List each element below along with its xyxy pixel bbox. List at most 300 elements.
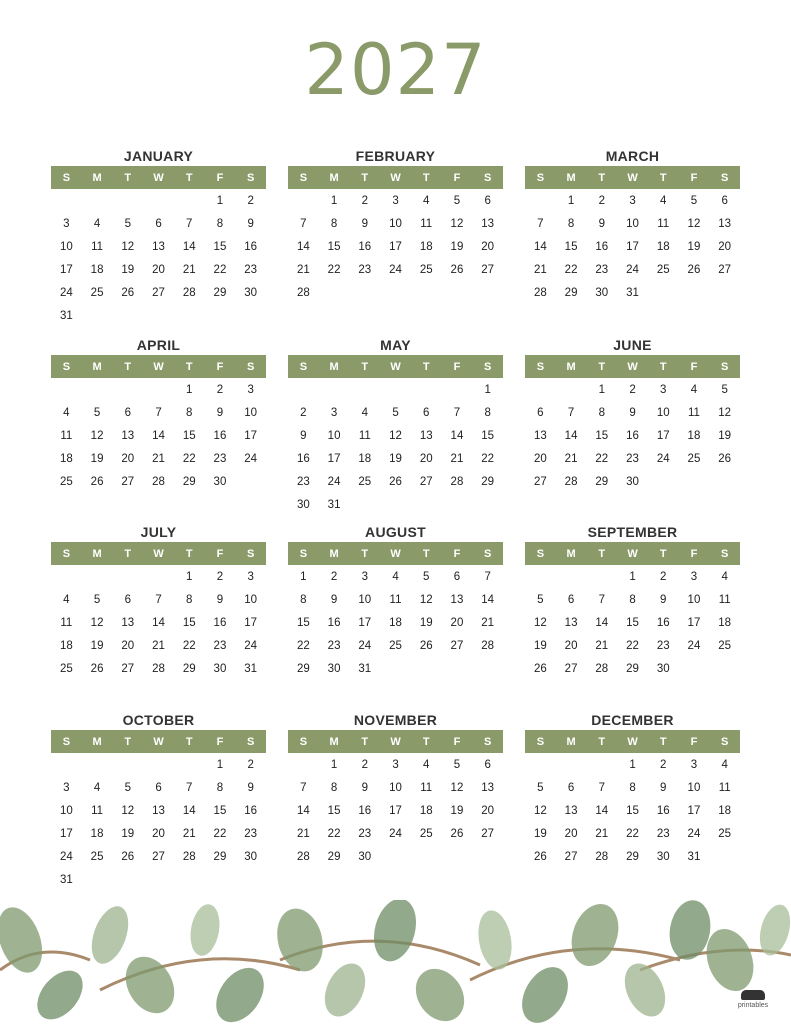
- day-cell: 17: [327, 452, 341, 465]
- weekday-header: [525, 166, 740, 189]
- day-cell: 29: [564, 286, 578, 299]
- day-cell: 4: [63, 593, 70, 606]
- week-row: [288, 281, 503, 304]
- day-cell: 3: [629, 194, 636, 207]
- week-row: [525, 281, 740, 304]
- day-cell: 8: [567, 217, 575, 230]
- day-cell: 13: [564, 804, 578, 817]
- day-cell: 26: [90, 475, 104, 488]
- day-cell: 4: [721, 758, 728, 771]
- day-cell: 15: [213, 804, 227, 817]
- day-cell: 25: [59, 662, 73, 675]
- day-cell: 17: [59, 263, 73, 276]
- weekday-label: S: [247, 360, 255, 373]
- day-cell: 23: [358, 263, 372, 276]
- week-row: [288, 258, 503, 281]
- day-cell: 7: [453, 406, 461, 419]
- day-cell: 25: [687, 452, 701, 465]
- day-cell: 2: [247, 758, 254, 771]
- day-cell: 14: [450, 429, 464, 442]
- day-cell: 11: [718, 781, 731, 794]
- day-cell: 18: [687, 429, 701, 442]
- day-cell: 8: [216, 781, 224, 794]
- brand-logo: [728, 990, 778, 1009]
- day-cell: 28: [595, 850, 609, 863]
- weekday-header: [288, 730, 503, 753]
- day-cell: 18: [90, 263, 104, 276]
- weekday-label: S: [62, 171, 71, 184]
- day-cell: 10: [244, 593, 258, 606]
- day-cell: 20: [533, 452, 547, 465]
- day-cell: 15: [626, 616, 639, 629]
- weekday-label: W: [153, 735, 164, 748]
- weekday-label: W: [390, 735, 401, 748]
- day-cell: 19: [90, 639, 104, 652]
- day-cell: 24: [59, 286, 73, 299]
- day-cell: 27: [718, 263, 732, 276]
- day-cell: 23: [213, 639, 227, 652]
- day-cell: 1: [300, 570, 307, 583]
- weekday-label: M: [329, 735, 339, 748]
- day-cell: 21: [595, 827, 609, 840]
- day-cell: 16: [358, 240, 372, 253]
- week-row: [288, 378, 503, 401]
- day-cell: 29: [213, 850, 227, 863]
- day-cell: 7: [186, 781, 193, 794]
- weekday-label: T: [361, 171, 369, 184]
- week-row: [525, 565, 740, 588]
- month-august: [288, 522, 503, 680]
- day-cell: 9: [361, 217, 368, 230]
- weekday-label: S: [484, 547, 492, 560]
- day-cell: 29: [213, 286, 227, 299]
- week-row: [51, 753, 266, 776]
- day-cell: 22: [327, 827, 341, 840]
- day-cell: 25: [419, 827, 433, 840]
- week-row: [288, 822, 503, 845]
- day-cell: 4: [392, 570, 399, 583]
- day-cell: 20: [718, 240, 732, 253]
- day-cell: 9: [300, 429, 307, 442]
- day-cell: 2: [216, 383, 224, 396]
- weekday-label: T: [422, 360, 430, 373]
- day-cell: 1: [484, 383, 491, 396]
- day-cell: 24: [327, 475, 341, 488]
- week-row: [288, 776, 503, 799]
- day-cell: 13: [152, 240, 165, 253]
- week-row: [51, 657, 266, 680]
- day-cell: 21: [182, 263, 196, 276]
- weekday-header: [288, 355, 503, 378]
- day-cell: 7: [300, 781, 307, 794]
- month-april: [51, 335, 266, 493]
- day-cell: 14: [296, 804, 310, 817]
- day-cell: 23: [595, 263, 609, 276]
- week-row: [51, 611, 266, 634]
- day-cell: 1: [186, 383, 193, 396]
- weekday-label: T: [124, 547, 132, 560]
- week-row: [288, 753, 503, 776]
- day-cell: 21: [564, 452, 578, 465]
- day-cell: 1: [629, 758, 636, 771]
- day-cell: 31: [626, 286, 639, 299]
- day-cell: 3: [330, 406, 338, 419]
- day-cell: 8: [186, 593, 193, 606]
- day-cell: 28: [595, 662, 609, 675]
- weekday-label: W: [627, 547, 638, 560]
- weekday-header: [51, 730, 266, 753]
- weekday-label: T: [598, 735, 606, 748]
- day-cell: 8: [629, 781, 636, 794]
- day-cell: 7: [598, 593, 605, 606]
- day-cell: 11: [420, 217, 433, 230]
- day-cell: 19: [533, 827, 547, 840]
- week-row: [51, 235, 266, 258]
- day-cell: 12: [450, 217, 464, 230]
- day-cell: 18: [419, 804, 433, 817]
- day-cell: 4: [361, 406, 368, 419]
- weekday-label: T: [659, 735, 667, 748]
- day-cell: 23: [244, 827, 258, 840]
- day-cell: 9: [330, 593, 338, 606]
- day-cell: 2: [361, 194, 368, 207]
- week-row: [51, 304, 266, 327]
- day-cell: 15: [327, 804, 341, 817]
- day-cell: 13: [121, 616, 135, 629]
- day-cell: 14: [595, 616, 609, 629]
- day-cell: 13: [481, 217, 495, 230]
- day-cell: 6: [155, 781, 162, 794]
- day-cell: 14: [481, 593, 495, 606]
- weekday-label: T: [422, 171, 430, 184]
- day-cell: 26: [533, 662, 547, 675]
- day-cell: 30: [595, 286, 609, 299]
- day-cell: 31: [358, 662, 372, 675]
- day-cell: 18: [59, 639, 73, 652]
- day-cell: 22: [626, 827, 639, 840]
- day-cell: 27: [533, 475, 547, 488]
- day-cell: 16: [244, 804, 258, 817]
- week-row: [288, 634, 503, 657]
- weekday-label: S: [484, 171, 492, 184]
- week-row: [51, 799, 266, 822]
- day-cell: 17: [389, 804, 402, 817]
- weekday-label: S: [484, 360, 492, 373]
- week-row: [51, 588, 266, 611]
- day-cell: 8: [330, 781, 338, 794]
- weekday-label: M: [566, 547, 576, 560]
- day-cell: 21: [481, 616, 495, 629]
- day-cell: 5: [453, 194, 461, 207]
- day-cell: 4: [93, 781, 101, 794]
- week-row: [51, 447, 266, 470]
- day-cell: 19: [419, 616, 433, 629]
- day-cell: 17: [656, 429, 670, 442]
- day-cell: 10: [626, 217, 639, 230]
- month-title: JULY: [140, 524, 177, 540]
- day-cell: 12: [718, 406, 732, 419]
- weekday-label: F: [453, 171, 461, 184]
- day-cell: 17: [244, 429, 258, 442]
- day-cell: 13: [564, 616, 578, 629]
- week-row: [525, 588, 740, 611]
- day-cell: 15: [296, 616, 310, 629]
- weekday-label: W: [153, 171, 164, 184]
- week-row: [51, 378, 266, 401]
- day-cell: 21: [595, 639, 609, 652]
- weekday-label: T: [185, 735, 193, 748]
- week-row: [288, 611, 503, 634]
- day-cell: 9: [660, 593, 667, 606]
- weekday-label: F: [690, 360, 698, 373]
- month-november: [288, 710, 503, 868]
- weekday-label: F: [216, 735, 224, 748]
- day-cell: 10: [59, 240, 73, 253]
- day-cell: 26: [419, 639, 433, 652]
- week-row: [525, 424, 740, 447]
- week-row: [525, 845, 740, 868]
- day-cell: 14: [296, 240, 310, 253]
- day-cell: 28: [564, 475, 578, 488]
- week-row: [525, 799, 740, 822]
- day-cell: 13: [419, 429, 433, 442]
- weekday-label: W: [627, 171, 638, 184]
- day-cell: 28: [182, 286, 196, 299]
- day-cell: 25: [358, 475, 372, 488]
- week-row: [51, 401, 266, 424]
- day-cell: 7: [155, 593, 162, 606]
- week-row: [288, 845, 503, 868]
- day-cell: 20: [564, 827, 578, 840]
- day-cell: 6: [567, 593, 575, 606]
- day-cell: 12: [90, 616, 104, 629]
- week-row: [51, 845, 266, 868]
- day-cell: 19: [450, 804, 464, 817]
- week-row: [525, 822, 740, 845]
- day-cell: 25: [90, 286, 104, 299]
- day-cell: 29: [182, 475, 196, 488]
- month-october: [51, 710, 266, 891]
- day-cell: 6: [721, 194, 728, 207]
- day-cell: 19: [687, 240, 701, 253]
- day-cell: 17: [687, 616, 701, 629]
- day-cell: 10: [327, 429, 341, 442]
- day-cell: 16: [244, 240, 258, 253]
- weekday-header: [525, 355, 740, 378]
- day-cell: 13: [121, 429, 135, 442]
- day-cell: 5: [537, 781, 544, 794]
- day-cell: 19: [121, 263, 135, 276]
- day-cell: 23: [656, 639, 670, 652]
- weekday-header: [51, 355, 266, 378]
- day-cell: 8: [629, 593, 636, 606]
- day-cell: 22: [296, 639, 310, 652]
- day-cell: 24: [59, 850, 73, 863]
- weekday-label: W: [153, 547, 164, 560]
- day-cell: 17: [626, 240, 639, 253]
- day-cell: 7: [567, 406, 575, 419]
- day-cell: 30: [656, 662, 670, 675]
- day-cell: 8: [300, 593, 307, 606]
- day-cell: 31: [59, 309, 73, 322]
- week-row: [51, 868, 266, 891]
- day-cell: 11: [687, 406, 700, 419]
- day-cell: 20: [419, 452, 433, 465]
- day-cell: 16: [296, 452, 310, 465]
- day-cell: 27: [564, 662, 578, 675]
- week-row: [51, 189, 266, 212]
- weekday-label: F: [453, 360, 461, 373]
- day-cell: 12: [389, 429, 402, 442]
- day-cell: 22: [213, 263, 227, 276]
- day-cell: 3: [63, 217, 70, 230]
- day-cell: 26: [121, 286, 135, 299]
- day-cell: 21: [533, 263, 547, 276]
- weekday-label: S: [721, 171, 729, 184]
- day-cell: 31: [327, 498, 341, 511]
- weekday-label: F: [216, 171, 224, 184]
- weekday-label: T: [422, 735, 430, 748]
- day-cell: 15: [213, 240, 227, 253]
- weekday-label: S: [536, 360, 545, 373]
- weekday-header: [51, 166, 266, 189]
- day-cell: 14: [533, 240, 547, 253]
- day-cell: 5: [537, 593, 544, 606]
- weekday-label: T: [185, 171, 193, 184]
- day-cell: 15: [481, 429, 495, 442]
- day-cell: 26: [389, 475, 402, 488]
- weekday-label: T: [185, 547, 193, 560]
- weekday-label: W: [390, 171, 401, 184]
- week-row: [288, 424, 503, 447]
- week-row: [51, 470, 266, 493]
- week-row: [525, 776, 740, 799]
- weekday-label: S: [247, 547, 255, 560]
- week-row: [288, 401, 503, 424]
- day-cell: 2: [361, 758, 368, 771]
- day-cell: 24: [358, 639, 372, 652]
- weekday-label: T: [598, 360, 606, 373]
- day-cell: 18: [358, 452, 372, 465]
- weekday-label: T: [124, 360, 132, 373]
- day-cell: 3: [690, 570, 698, 583]
- day-cell: 6: [537, 406, 544, 419]
- weekday-label: F: [453, 735, 461, 748]
- weekday-label: F: [690, 171, 698, 184]
- day-cell: 14: [564, 429, 578, 442]
- month-title: NOVEMBER: [353, 712, 438, 728]
- day-cell: 16: [656, 804, 670, 817]
- weekday-label: T: [598, 171, 606, 184]
- day-cell: 30: [213, 662, 227, 675]
- day-cell: 18: [656, 240, 670, 253]
- day-cell: 26: [718, 452, 732, 465]
- day-cell: 11: [60, 616, 73, 629]
- day-cell: 4: [423, 194, 430, 207]
- week-row: [525, 258, 740, 281]
- month-february: [288, 146, 503, 304]
- month-title: JANUARY: [123, 148, 194, 164]
- day-cell: 21: [450, 452, 464, 465]
- day-cell: 25: [718, 639, 732, 652]
- day-cell: 6: [155, 217, 162, 230]
- day-cell: 10: [656, 406, 670, 419]
- day-cell: 11: [718, 593, 731, 606]
- day-cell: 12: [533, 616, 547, 629]
- day-cell: 19: [533, 639, 547, 652]
- day-cell: 25: [419, 263, 433, 276]
- day-cell: 14: [152, 429, 165, 442]
- weekday-label: S: [299, 360, 308, 373]
- day-cell: 15: [626, 804, 639, 817]
- day-cell: 26: [450, 263, 464, 276]
- day-cell: 20: [121, 452, 135, 465]
- day-cell: 2: [660, 758, 667, 771]
- day-cell: 6: [423, 406, 430, 419]
- day-cell: 5: [453, 758, 461, 771]
- day-cell: 7: [300, 217, 307, 230]
- day-cell: 14: [182, 240, 196, 253]
- month-title: AUGUST: [365, 524, 426, 540]
- day-cell: 29: [595, 475, 609, 488]
- day-cell: 3: [361, 570, 368, 583]
- day-cell: 26: [533, 850, 547, 863]
- day-cell: 28: [152, 662, 165, 675]
- weekday-label: S: [536, 735, 545, 748]
- weekday-label: M: [329, 360, 339, 373]
- day-cell: 10: [687, 781, 701, 794]
- day-cell: 30: [213, 475, 227, 488]
- day-cell: 9: [361, 781, 368, 794]
- day-cell: 14: [182, 804, 196, 817]
- day-cell: 21: [152, 639, 165, 652]
- day-cell: 27: [481, 263, 495, 276]
- day-cell: 7: [186, 217, 193, 230]
- month-september: [525, 522, 740, 680]
- day-cell: 27: [564, 850, 578, 863]
- day-cell: 9: [247, 217, 254, 230]
- day-cell: 19: [450, 240, 464, 253]
- day-cell: 30: [626, 475, 639, 488]
- day-cell: 11: [657, 217, 670, 230]
- day-cell: 2: [660, 570, 667, 583]
- month-title: JUNE: [613, 337, 652, 353]
- day-cell: 19: [718, 429, 732, 442]
- weekday-header: [288, 166, 503, 189]
- day-cell: 26: [687, 263, 701, 276]
- weekday-label: M: [92, 735, 102, 748]
- day-cell: 20: [152, 263, 165, 276]
- weekday-label: W: [390, 360, 401, 373]
- day-cell: 21: [182, 827, 196, 840]
- day-cell: 23: [358, 827, 372, 840]
- day-cell: 27: [152, 850, 165, 863]
- week-row: [525, 657, 740, 680]
- week-row: [51, 565, 266, 588]
- day-cell: 18: [419, 240, 433, 253]
- week-row: [525, 611, 740, 634]
- day-cell: 16: [656, 616, 670, 629]
- day-cell: 27: [121, 662, 135, 675]
- day-cell: 19: [389, 452, 402, 465]
- day-cell: 16: [626, 429, 639, 442]
- weekday-header: [51, 542, 266, 565]
- weekday-label: M: [566, 360, 576, 373]
- day-cell: 3: [392, 194, 399, 207]
- day-cell: 21: [296, 827, 310, 840]
- weekday-label: W: [627, 360, 638, 373]
- day-cell: 5: [124, 217, 131, 230]
